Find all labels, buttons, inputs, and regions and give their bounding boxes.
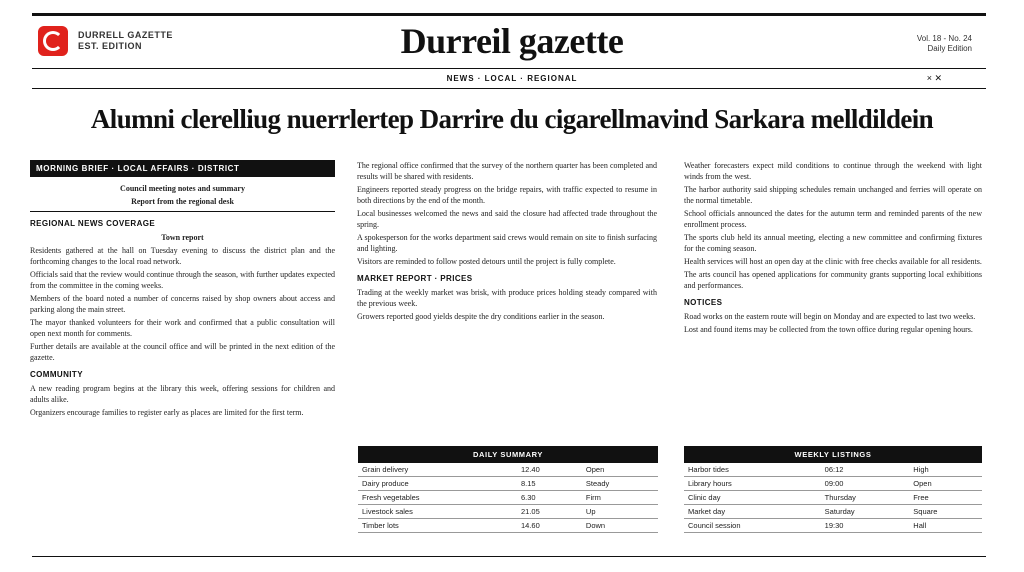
masthead-left-line: DURRELL GAZETTE: [78, 30, 173, 40]
paragraph: The sports club held its annual meeting, electing a new committee and confirming fixtures for the coming season.: [684, 233, 982, 253]
table-row: [358, 463, 658, 477]
paragraph: The mayor thanked volunteers for their work and confirmed that a public consultation will open next month for comments.: [30, 318, 335, 338]
paragraph: Growers reported good yields despite the dry conditions earlier in the season.: [357, 312, 605, 321]
newspaper-title: Durreil gazette: [400, 21, 624, 61]
table-cell: 14.60: [517, 519, 582, 533]
table-cell: Firm: [582, 491, 658, 505]
table-row: [684, 477, 982, 491]
column-3: [684, 160, 982, 337]
paragraph: Officials said that the review would continue through the season, with further updates expected from the committee in the coming weeks.: [30, 270, 335, 290]
paragraph: Further details are available at the council office and will be printed in the next edition of the gazette.: [30, 342, 335, 362]
paragraph: Health services will host an open day at the clinic with free checks available for all residents.: [684, 257, 982, 266]
paragraph: The regional office confirmed that the survey of the northern quarter has been completed and results will be shared with residents.: [357, 161, 657, 181]
center-line: Report from the regional desk: [131, 197, 234, 206]
table-cell: Hall: [909, 519, 982, 533]
top-rule: [32, 13, 986, 16]
table-cell: 6.30: [517, 491, 582, 505]
masthead-right-line: Vol. 18 - No. 24: [916, 34, 972, 43]
table-cell: Up: [582, 505, 658, 519]
table-cell: 21.05: [517, 505, 582, 519]
section-bar-rule: [32, 88, 986, 89]
table-title: DAILY SUMMARY: [358, 446, 658, 463]
paragraph: Weather forecasters expect mild conditions to continue through the weekend with light winds from the west.: [684, 161, 982, 181]
table-cell: High: [909, 463, 982, 477]
bottom-rule: [32, 556, 986, 557]
masthead-right-text: [852, 34, 972, 54]
table-cell: 06:12: [821, 463, 910, 477]
column-3-table: [684, 446, 982, 533]
table-cell: Free: [909, 491, 982, 505]
masthead-right-line: Daily Edition: [927, 44, 972, 53]
table-row: [358, 505, 658, 519]
column-2-table: [358, 446, 658, 533]
table-cell: Clinic day: [684, 491, 821, 505]
table-cell: Dairy produce: [358, 477, 517, 491]
paragraph: The harbor authority said shipping schedules remain unchanged and ferries will operate on the normal timetable.: [684, 185, 982, 205]
table-cell: Timber lots: [358, 519, 517, 533]
column-1: [30, 160, 335, 420]
table-cell: Market day: [684, 505, 821, 519]
table-cell: 12.40: [517, 463, 582, 477]
table-row: [358, 519, 658, 533]
table-cell: Steady: [582, 477, 658, 491]
paragraph: School officials announced the dates for the autumn term and reminded parents of the new enrollment process.: [684, 209, 982, 229]
table-title: WEEKLY LISTINGS: [684, 446, 982, 463]
table-cell: Livestock sales: [358, 505, 517, 519]
paragraph: Local businesses welcomed the news and said the closure had affected trade throughout the spring.: [357, 209, 657, 229]
table-cell: Council session: [684, 519, 821, 533]
column-3-section-head: NOTICES: [684, 298, 723, 307]
table-cell: Saturday: [821, 505, 910, 519]
masthead-bottom-rule: [32, 68, 986, 69]
paragraph: Visitors are reminded to follow posted detours until the project is fully complete.: [357, 257, 616, 266]
paragraph: A new reading program begins at the library this week, offering sessions for children and adults alike.: [30, 384, 335, 404]
paragraph: Lost and found items may be collected from the town office during regular opening hours.: [684, 325, 973, 334]
sub-center: Town report: [161, 233, 204, 242]
table-cell: 19:30: [821, 519, 910, 533]
table-row: [358, 491, 658, 505]
column-1-section-head: REGIONAL NEWS COVERAGE: [30, 219, 156, 228]
column-2: [357, 160, 657, 324]
table-cell: Square: [909, 505, 982, 519]
column-1-section-head-2: COMMUNITY: [30, 370, 83, 379]
paragraph: A spokesperson for the works department said crews would remain on site to finish surfacing and lighting.: [357, 233, 657, 253]
table-cell: Down: [582, 519, 658, 533]
section-bar: NEWS · LOCAL · REGIONAL: [446, 74, 578, 83]
paragraph: Residents gathered at the hall on Tuesday evening to discuss the district plan and the forthcoming changes to the local road network.: [30, 246, 335, 266]
table-cell: Thursday: [821, 491, 910, 505]
table-cell: Fresh vegetables: [358, 491, 517, 505]
masthead-left-line: EST. EDITION: [78, 41, 143, 51]
paragraph: The arts council has opened applications for community grants supporting local exhibitions and performances.: [684, 270, 982, 290]
lead-headline: Alumni clerelliug nuerrlertep Darrire du cigarellmavind Sarkara melldildein: [90, 104, 934, 134]
table-cell: Open: [909, 477, 982, 491]
table-cell: 09:00: [821, 477, 910, 491]
table-row: [684, 463, 982, 477]
table-cell: Library hours: [684, 477, 821, 491]
table-cell: Open: [582, 463, 658, 477]
table-row: [358, 477, 658, 491]
column-2-section-head: MARKET REPORT · PRICES: [357, 274, 473, 283]
paragraph: Road works on the eastern route will begin on Monday and are expected to last two weeks.: [684, 312, 976, 321]
table-cell: Grain delivery: [358, 463, 517, 477]
paragraph: Engineers reported steady progress on the bridge repairs, with traffic expected to resume in both directions by the end of the month.: [357, 185, 657, 205]
paragraph: Trading at the weekly market was brisk, with produce prices holding steady compared with the previous week.: [357, 288, 657, 308]
column-1-box-header: MORNING BRIEF · LOCAL AFFAIRS · DISTRICT: [30, 160, 335, 177]
section-bar-mark: × ✕: [926, 73, 942, 83]
table-row: [684, 505, 982, 519]
table-row: [684, 491, 982, 505]
paragraph: Organizers encourage families to register early as places are limited for the first term.: [30, 408, 304, 417]
column-1-rule: [30, 211, 335, 212]
table-row: [684, 519, 982, 533]
table-cell: 8.15: [517, 477, 582, 491]
paragraph: Members of the board noted a number of concerns raised by shop owners about access and parking along the main street.: [30, 294, 335, 314]
center-line: Council meeting notes and summary: [120, 184, 245, 193]
table-cell: Harbor tides: [684, 463, 821, 477]
